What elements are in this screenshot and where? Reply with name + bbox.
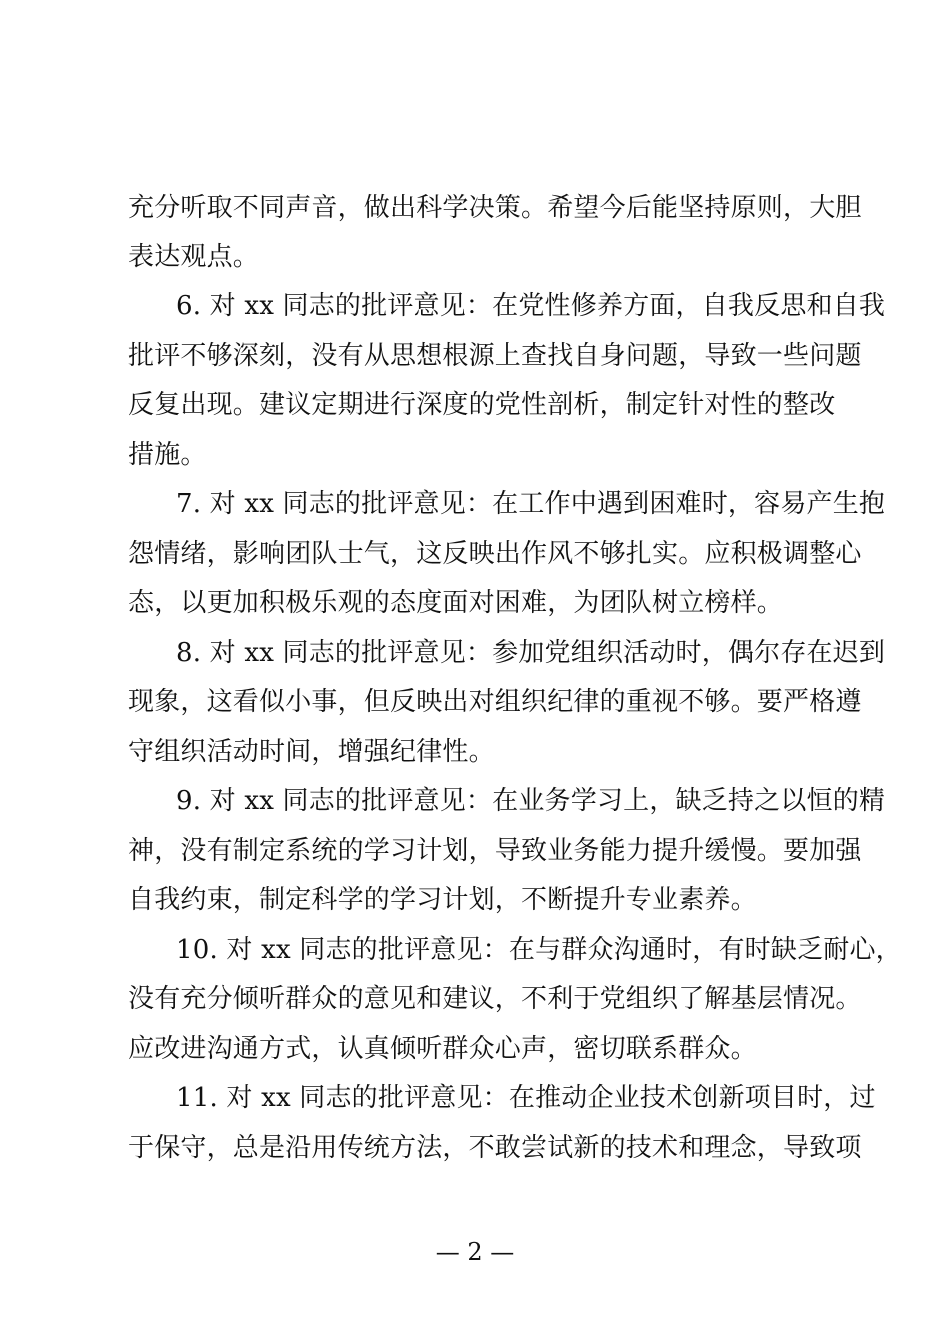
- text-line: 没有充分倾听群众的意见和建议，不利于党组织了解基层情况。: [128, 984, 862, 1014]
- paragraph-10-first-line: 10. 对 xx 同志的批评意见：在与群众沟通时，有时缺乏耐心，: [176, 935, 902, 965]
- text-line: 怨情绪，影响团队士气，这反映出作风不够扎实。应积极调整心: [128, 539, 862, 569]
- paragraph-7-first-line: 7. 对 xx 同志的批评意见：在工作中遇到困难时，容易产生抱: [176, 489, 886, 519]
- text-line: 表达观点。: [128, 242, 260, 272]
- paragraph-11-first-line: 11. 对 xx 同志的批评意见：在推动企业技术创新项目时，过: [176, 1083, 876, 1113]
- text-line: 现象，这看似小事，但反映出对组织纪律的重视不够。要严格遵: [128, 687, 862, 717]
- text-line: 措施。: [128, 440, 207, 470]
- text-line: 充分听取不同声音，做出科学决策。希望今后能坚持原则，大胆: [128, 193, 862, 223]
- paragraph-8-first-line: 8. 对 xx 同志的批评意见：参加党组织活动时，偶尔存在迟到: [176, 638, 886, 668]
- paragraph-6-first-line: 6. 对 xx 同志的批评意见：在党性修养方面，自我反思和自我: [176, 291, 886, 321]
- text-line: 于保守，总是沿用传统方法，不敢尝试新的技术和理念，导致项: [128, 1133, 862, 1163]
- text-line: 批评不够深刻，没有从思想根源上查找自身问题，导致一些问题: [128, 341, 862, 371]
- paragraph-9-first-line: 9. 对 xx 同志的批评意见：在业务学习上，缺乏持之以恒的精: [176, 786, 886, 816]
- text-line: 神，没有制定系统的学习计划，导致业务能力提升缓慢。要加强: [128, 836, 862, 866]
- text-line: 守组织活动时间，增强纪律性。: [128, 737, 495, 767]
- text-line: 反复出现。建议定期进行深度的党性剖析，制定针对性的整改: [128, 390, 836, 420]
- text-line: 自我约束，制定科学的学习计划，不断提升专业素养。: [128, 885, 757, 915]
- text-line: 应改进沟通方式，认真倾听群众心声，密切联系群众。: [128, 1034, 757, 1064]
- text-line: 态，以更加积极乐观的态度面对困难，为团队树立榜样。: [128, 588, 784, 618]
- page-number: — 2 —: [435, 1238, 515, 1266]
